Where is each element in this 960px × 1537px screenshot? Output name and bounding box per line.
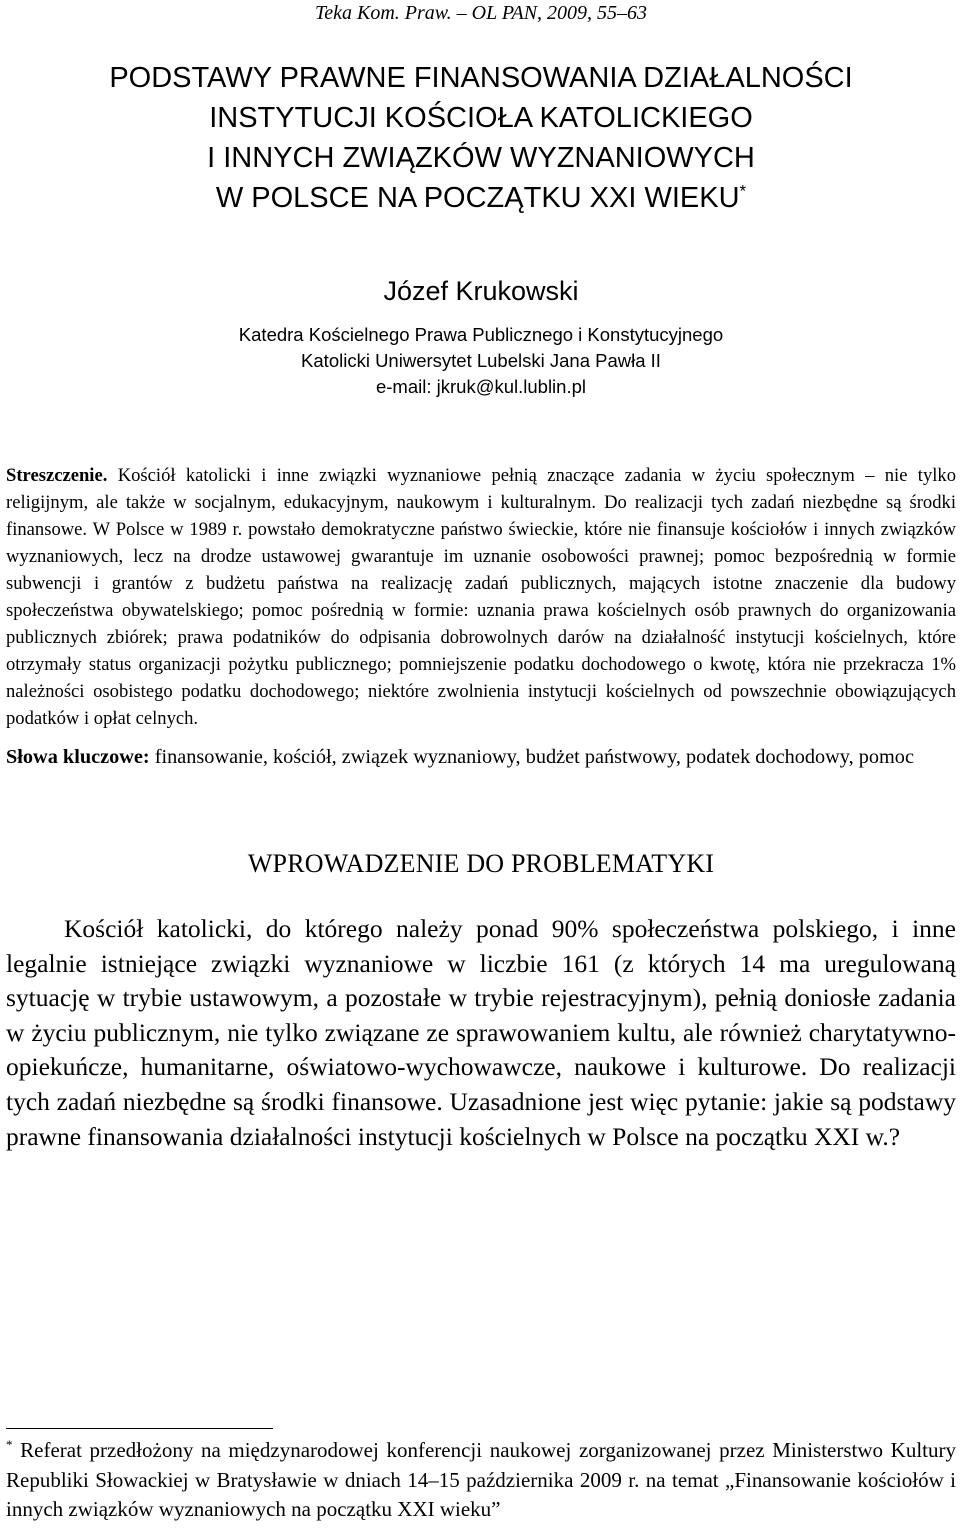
title-line-4: W POLSCE NA POCZĄTKU XXI WIEKU: [215, 182, 740, 214]
abstract-text: Kościół katolicki i inne związki wyznaniowe pełnią znaczące zadania w życiu społecznym – nie tylko religijnym, ale także w socjalnym, edukacyjnym, naukowym i kulturalnym. Do realizacji tych zadań niezbędne są środki finansowe. W Polsce w 1989 r. powstało demokratyczne państwo świeckie, które nie finansuje kościołów i innych związków wyznaniowych, lecz na drodze ustawowej gwarantuje im uznanie osobowości prawnej; pomoc bezpośrednią w formie subwencji i grantów z budżetu państwa na realizację zadań publicznych, mających istotne znaczenie dla budowy społeczeństwa obywatelskiego; pomoc pośrednią w formie: uznania prawa kościelnych osób prawnych do organizowania publicznych zbiórek; prawa podatników do odpisania dobrowolnych darów na działalność instytucji kościelnych, które otrzymały status organizacji pożytku publicznego; pomniejszenie podatku dochodowego o kwotę, która nie przekracza 1% należności osobistego podatku dochodowego; niektóre zwolnienia instytucji kościelnych od powszechnie obowiązujących podatków i opłat celnych.: [6, 465, 956, 729]
author-university: Katolicki Uniwersytet Lubelski Jana Pawła II: [301, 350, 661, 371]
footnote-mark: *: [6, 1437, 13, 1452]
author-department: Katedra Kościelnego Prawa Publicznego i Konstytucyjnego: [238, 324, 724, 345]
title-line-3: I INNYCH ZWIĄZKÓW WYZNANIOWYCH: [207, 142, 755, 174]
article-title: [6, 58, 956, 218]
abstract-label: Streszczenie.: [6, 465, 108, 486]
journal-header: Teka Kom. Praw. – OL PAN, 2009, 55–63: [314, 2, 648, 24]
keywords-label: Słowa kluczowe:: [6, 746, 150, 768]
intro-paragraph-text: Kościół katolicki, do którego należy ponad 90% społeczeństwa polskiego, i inne legalnie istniejące związki wyznaniowe w liczbie 161 (z których 14 ma uregulowaną sytuację w trybie ustawowym, a pozostałe w trybie rejestracyjnym), pełnią doniosłe zadania w życiu publicznym, nie tylko związane ze sprawowaniem kultu, ale również charytatywno-opiekuńcze, humanitarne, oświatowo-wychowawcze, naukowe i kulturowe. Do realizacji tych zadań niezbędne są środki finansowe. Uzasadnione jest więc pytanie: jakie są podstawy prawne finansowania działalności instytucji kościelnych w Polsce na początku XXI w.?: [6, 914, 956, 1151]
intro-paragraph: [6, 912, 956, 1154]
footnote-divider: [6, 1428, 273, 1429]
title-line-2: INSTYTUCJI KOŚCIOŁA KATOLICKIEGO: [209, 102, 753, 134]
keywords-text: finansowanie, kościół, związek wyznaniowy, budżet państwowy, podatek dochodowy, pomoc: [154, 746, 914, 768]
author-email[interactable]: e-mail: jkruk@kul.lublin.pl: [375, 376, 586, 397]
title-footnote-mark[interactable]: *: [739, 181, 747, 201]
abstract: [6, 462, 956, 732]
title-line-4-wrap: [6, 178, 956, 218]
keywords: [6, 743, 956, 772]
title-line-1: PODSTAWY PRAWNE FINANSOWANIA DZIAŁALNOŚCI: [109, 62, 853, 94]
author-affiliation: [6, 322, 956, 400]
footnote: [6, 1436, 956, 1525]
footnote-text: Referat przedłożony na międzynarodowej konferencji naukowej zorganizowanej przez Ministerstwo Kultury Republiki Słowackiej w Bratysławie w dniach 14–15 października 2009 r. na temat „Finansowanie kościołów i innych związków wyznaniowych na początku XXI wieku”: [6, 1438, 956, 1521]
author-name: Józef Krukowski: [383, 276, 579, 306]
section-heading: WPROWADZENIE DO PROBLEMATYKI: [247, 849, 715, 878]
